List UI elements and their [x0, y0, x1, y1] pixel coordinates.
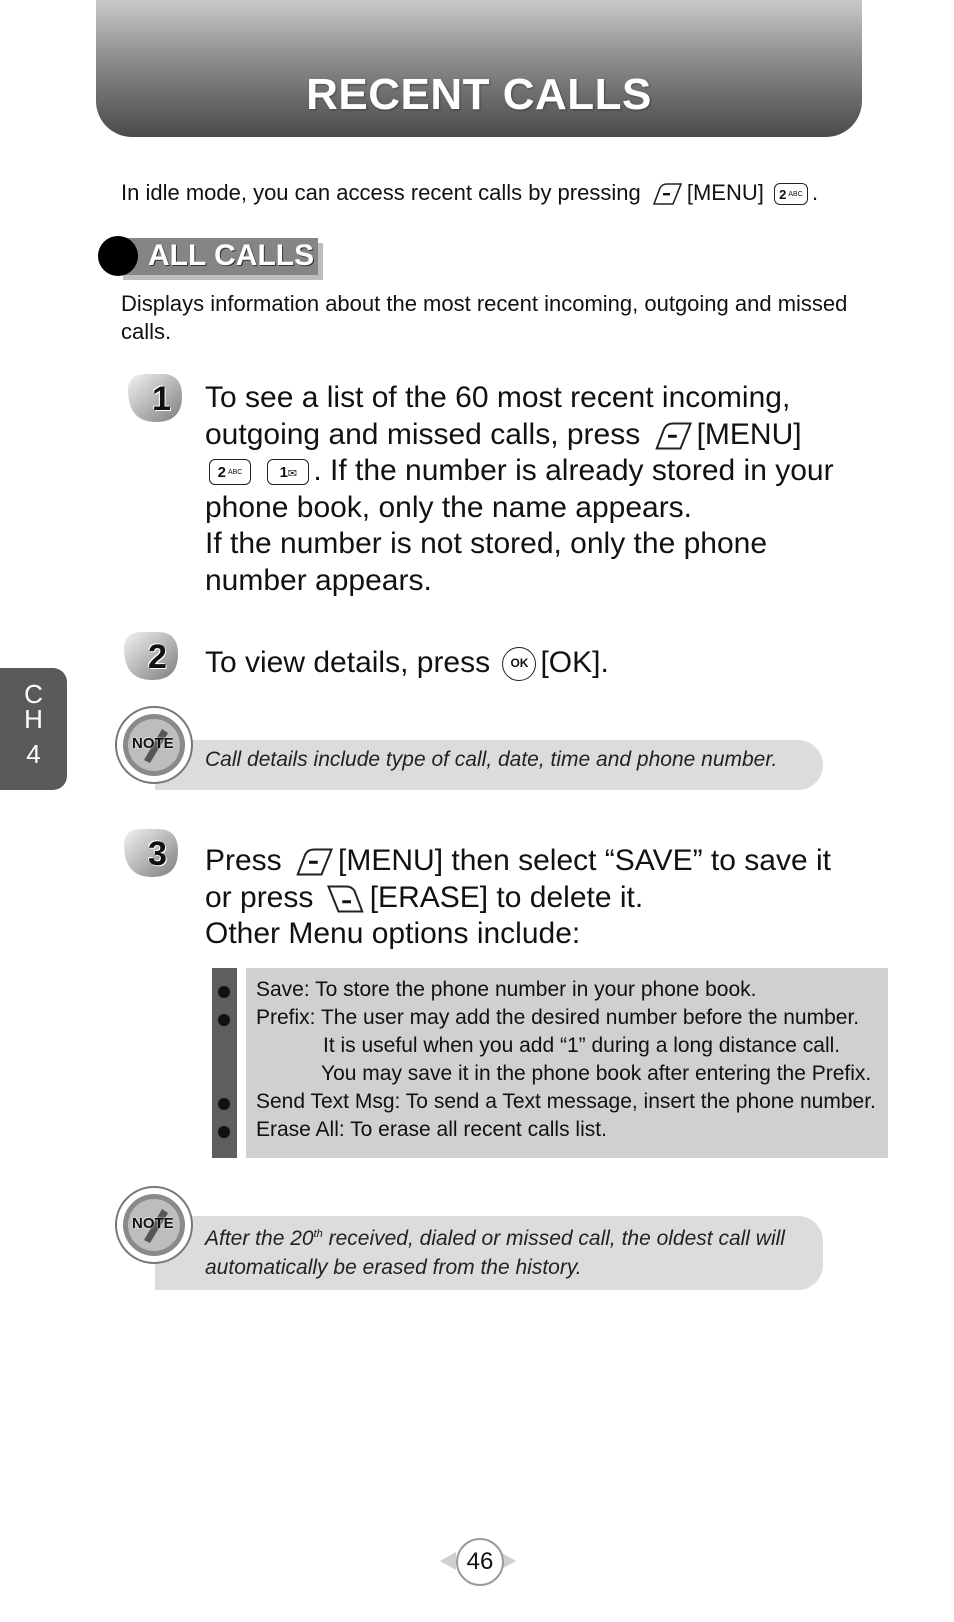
bullet-icon — [218, 1126, 230, 1138]
page-header — [96, 0, 862, 137]
step-2-text: To view details, press OK [OK]. — [205, 645, 609, 682]
step-3-badge — [118, 825, 182, 881]
menu-key-icon — [653, 420, 693, 452]
page-arrow-left-icon — [440, 1552, 456, 1570]
page-title: RECENT CALLS — [306, 70, 652, 119]
note-1-icon — [114, 705, 194, 785]
step-2-number: 2 — [148, 638, 167, 676]
option-prefix-detail-2: You may save it in the phone book after entering the Prefix. — [321, 1062, 872, 1085]
intro-end: . — [811, 180, 819, 205]
option-prefix-detail-1: It is useful when you add “1” during a long distance call. — [323, 1034, 841, 1057]
note-1-text: Call details include type of call, date, time and phone number. — [205, 748, 778, 771]
step-1-line-4: phone book, only the name appears. — [205, 490, 693, 524]
menu-key-icon — [651, 182, 683, 206]
ok-key-icon: OK — [502, 647, 536, 681]
chapter-tab — [0, 668, 67, 790]
note-2-icon — [114, 1185, 194, 1265]
key-1-icon: 1✉ — [267, 459, 309, 485]
bullet-icon — [218, 1014, 230, 1026]
step-3-number: 3 — [148, 835, 167, 873]
step-3-line-1: Press [MENU] then select “SAVE” to save it — [205, 844, 831, 877]
chapter-number: 4 — [26, 739, 41, 769]
section-dot-icon — [98, 236, 138, 276]
key-2-icon: 2 $^{ABC}$ — [209, 459, 251, 485]
option-erase-all: Erase All: To erase all recent calls list. — [256, 1118, 607, 1141]
option-save: Save: To store the phone number in your phone book. — [256, 978, 757, 1001]
note-2-text: After the 20th received, dialed or missed call, the oldest call will automatically be erased from the history. — [205, 1227, 785, 1279]
step-3-text — [205, 843, 885, 953]
menu-key-icon — [294, 846, 334, 878]
step-3-line-2: or press [ERASE] to delete it. — [205, 880, 644, 914]
step-1-number: 1 — [152, 380, 171, 418]
step-1-line-3: 2 $^{ABC}$ 1✉ . If the number is already stored in your — [205, 453, 865, 490]
intro-menu-label: [MENU] — [686, 180, 764, 205]
section-description: Displays information about the most recent incoming, outgoing and missed calls. — [121, 291, 848, 344]
step-1-line-2: outgoing and missed calls, press [MENU] — [205, 417, 802, 451]
intro-sentence: In idle mode, you can access recent calls by pressing — [121, 180, 641, 205]
key-2-icon: 2 $^{ABC}$ — [774, 183, 808, 205]
options-box — [246, 968, 888, 1158]
step-2-badge — [118, 628, 182, 684]
bullet-icon — [218, 986, 230, 998]
page-number: 46 — [456, 1538, 504, 1586]
intro-text — [121, 180, 818, 206]
note-1-label: NOTE — [132, 735, 174, 752]
step-1-badge — [122, 370, 186, 426]
step-1-line-1: To see a list of the 60 most recent incoming, — [205, 381, 791, 414]
step-1-line-6: number appears. — [205, 563, 432, 597]
section-title: ALL CALLS — [148, 239, 315, 272]
erase-key-icon — [326, 883, 366, 915]
chapter-letter-c: C — [24, 679, 43, 709]
option-prefix: Prefix: The user may add the desired number before the number. — [256, 1006, 860, 1029]
bullet-icon — [218, 1098, 230, 1110]
chapter-letter-h: H — [24, 704, 43, 734]
option-send-text-msg: Send Text Msg: To send a Text message, insert the phone number. — [256, 1090, 876, 1113]
step-1-text — [205, 380, 865, 599]
note-2-label: NOTE — [132, 1215, 174, 1232]
step-1-line-5: If the number is not stored, only the phone — [205, 527, 768, 560]
step-3-line-3: Other Menu options include: — [205, 917, 581, 950]
